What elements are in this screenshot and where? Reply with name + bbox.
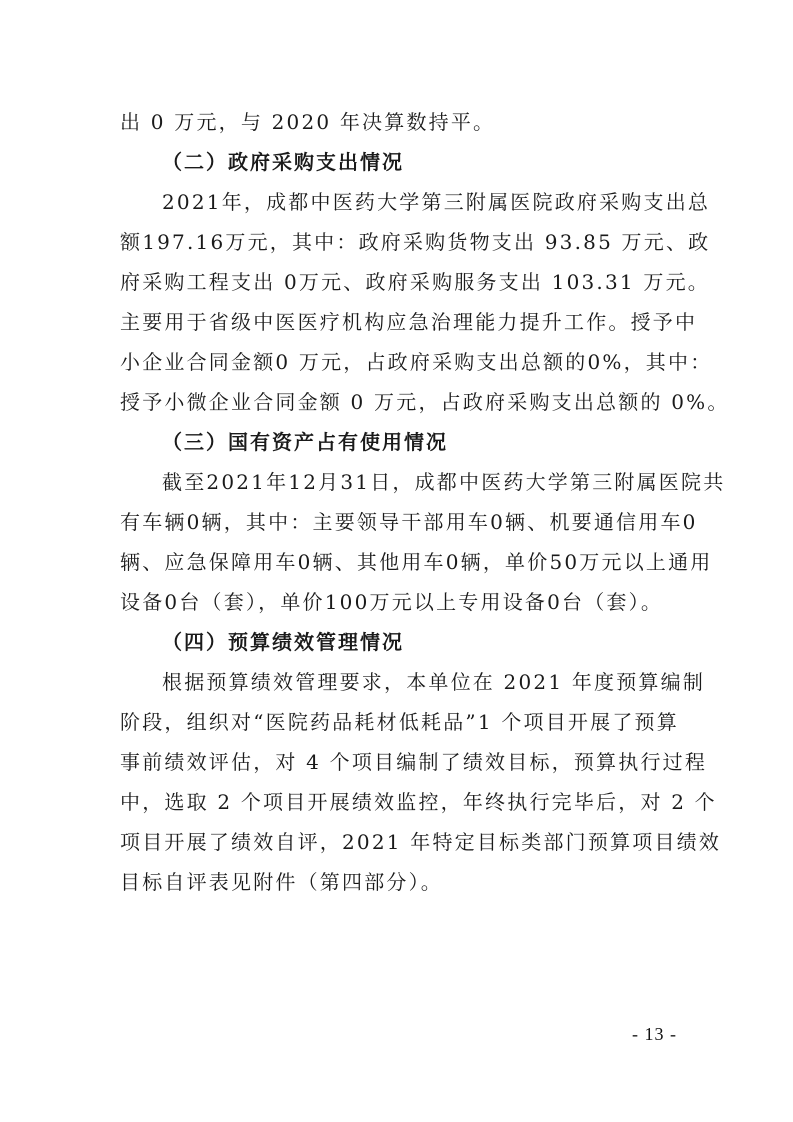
body-line-6: 主要用于省级中医医疗机构应急治理能力提升工作。授予中 (120, 310, 698, 334)
body-line-4: 额197.16万元，其中：政府采购货物支出 93.85 万元、政 (120, 230, 711, 254)
body-line-11: 有车辆0辆，其中：主要领导干部用车0辆、机要通信用车0 (120, 510, 698, 534)
body-line-19: 项目开展了绩效自评，2021 年特定目标类部门预算项目绩效 (120, 830, 722, 854)
body-line-15: 根据预算绩效管理要求，本单位在 2021 年度预算编制 (162, 670, 706, 694)
section-heading-assets: （三）国有资产占有使用情况 (162, 430, 448, 454)
body-line-7: 小企业合同金额0 万元，占政府采购支出总额的0%，其中： (120, 350, 713, 374)
body-line-20: 目标自评表见附件（第四部分）。 (120, 870, 443, 894)
body-line-1: 出 0 万元，与 2020 年决算数持平。 (120, 110, 496, 134)
body-line-10: 截至2021年12月31日，成都中医药大学第三附属医院共 (162, 470, 726, 494)
body-line-18: 中，选取 2 个项目开展绩效监控，年终执行完毕后，对 2 个 (120, 790, 717, 814)
body-line-12: 辆、应急保障用车0辆、其他用车0辆，单价50万元以上通用 (120, 550, 713, 574)
body-line-8: 授予小微企业合同金额 0 万元，占政府采购支出总额的 0%。 (120, 390, 730, 414)
body-line-5: 府采购工程支出 0万元、政府采购服务支出 103.31 万元。 (120, 270, 710, 294)
body-line-3: 2021年，成都中医药大学第三附属医院政府采购支出总 (162, 190, 711, 214)
body-line-16: 阶段，组织对“医院药品耗材低耗品”1 个项目开展了预算 (120, 710, 679, 734)
section-heading-procurement: （二）政府采购支出情况 (162, 150, 404, 174)
body-line-13: 设备0台（套），单价100万元以上专用设备0台（套）。 (120, 590, 664, 614)
page-number: - 13 - (632, 1024, 677, 1044)
section-heading-performance: （四）预算绩效管理情况 (162, 630, 404, 654)
body-line-17: 事前绩效评估，对 4 个项目编制了绩效目标，预算执行过程 (120, 750, 708, 774)
